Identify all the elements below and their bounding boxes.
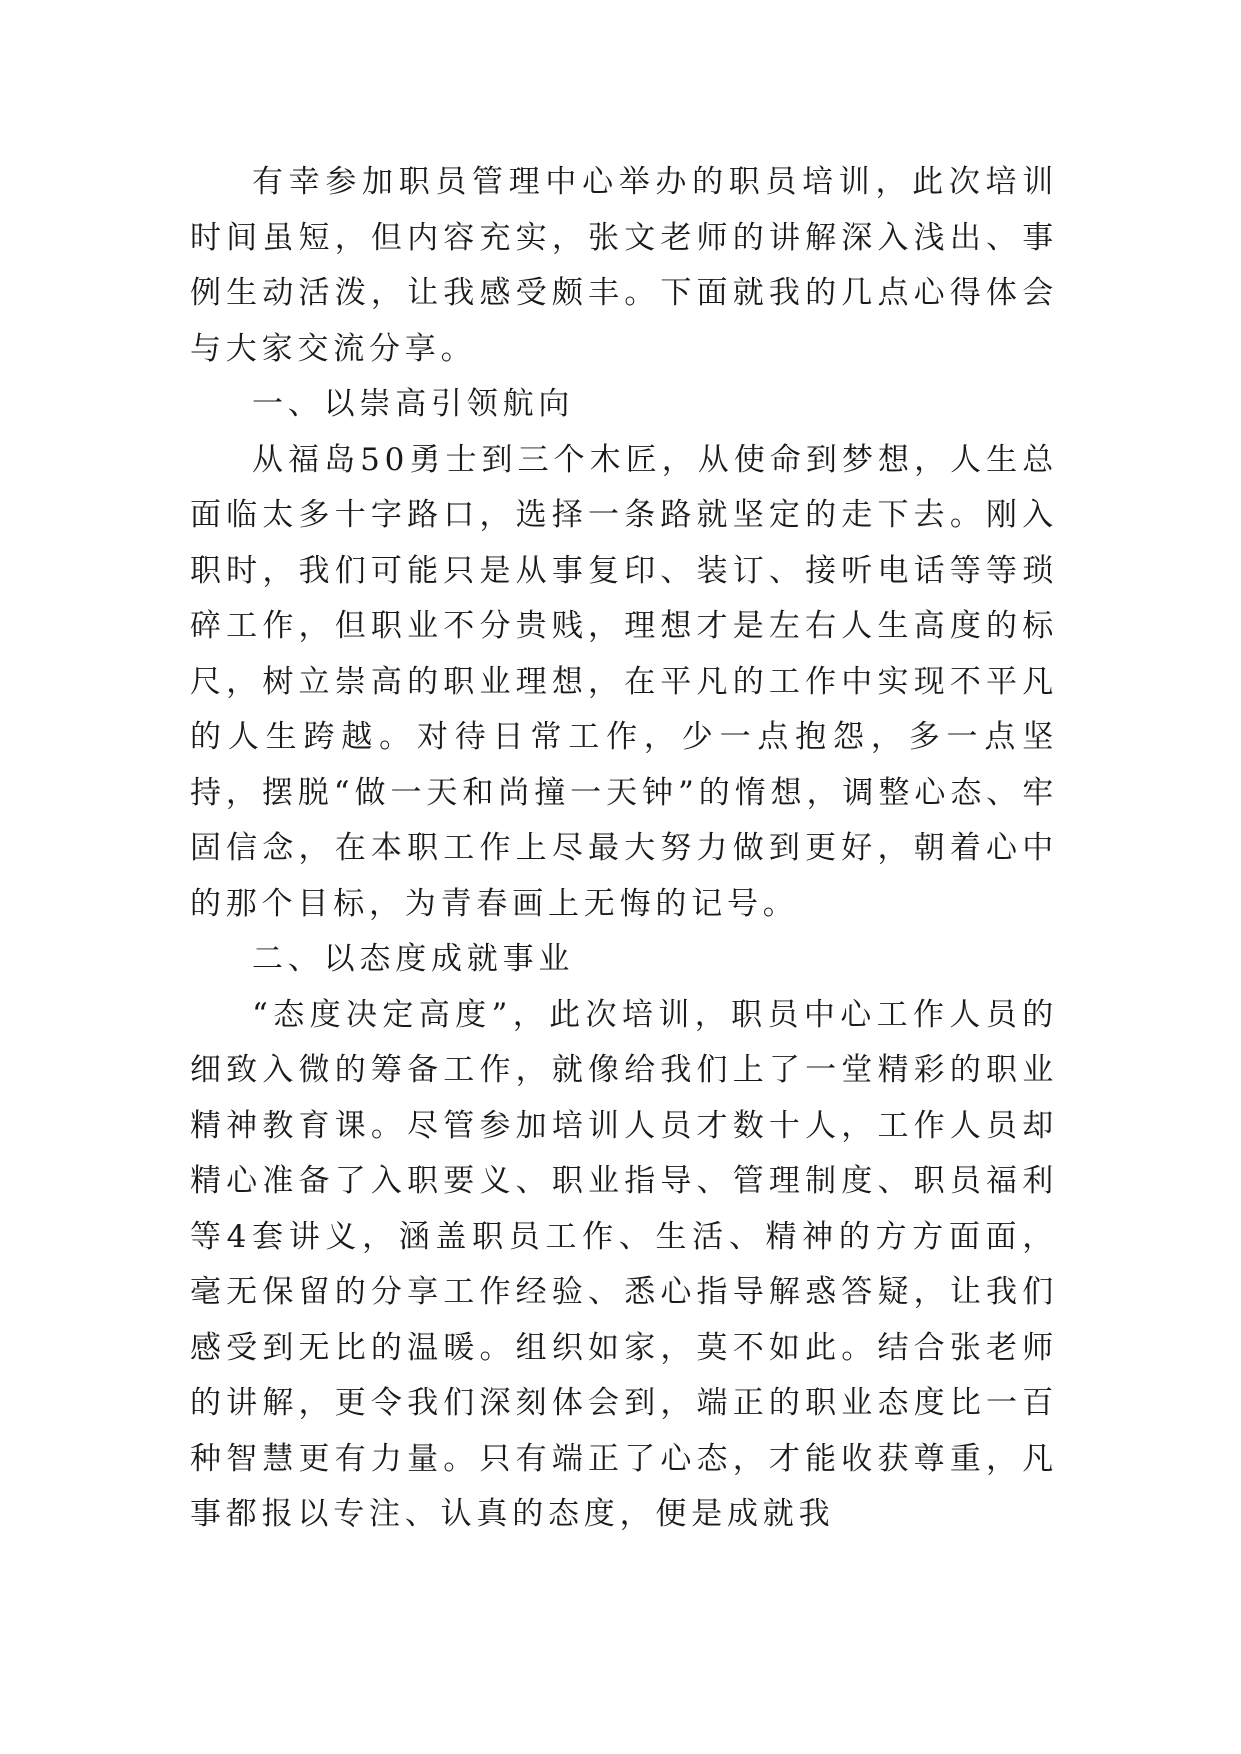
- section-2-paragraph: “态度决定高度”，此次培训，职员中心工作人员的细致入微的筹备工作，就像给我们上了一堂精彩的职业精神教育课。尽管参加培训人员才数十人，工作人员却精心准备了入职要义、职业指导、管理制度、职员福利等4套讲义，涵盖职员工作、生活、精神的方方面面，毫无保留的分享工作经验、悉心指导解惑答疑，让我们感受到无比的温暖。组织如家，莫不如此。结合张老师的讲解，更令我们深刻体会到，端正的职业态度比一百种智慧更有力量。只有端正了心态，才能收获尊重，凡事都报以专注、认真的态度，便是成就我: [190, 996, 1058, 1532]
- section-heading-2: 二、以态度成就事业: [252, 941, 575, 977]
- intro-paragraph: 有幸参加职员管理中心举办的职员培训，此次培训时间虽短，但内容充实，张文老师的讲解深入浅出、事例生动活泼，让我感受颇丰。下面就我的几点心得体会与大家交流分享。: [190, 164, 1058, 367]
- section-1-paragraph: 从福岛50勇士到三个木匠，从使命到梦想，人生总面临太多十字路口，选择一条路就坚定的走下去。刚入职时，我们可能只是从事复印、装订、接听电话等等琐碎工作，但职业不分贵贱，理想才是左右人生高度的标尺，树立崇高的职业理想，在平凡的工作中实现不平凡的人生跨越。对待日常工作，少一点抱怨，多一点坚持，摆脱“做一天和尚撞一天钟”的惰想，调整心态、牢固信念，在本职工作上尽最大努力做到更好，朝着心中的那个目标，为青春画上无悔的记号。: [190, 441, 1058, 922]
- section-heading-1: 一、以崇高引领航向: [252, 386, 575, 422]
- document-body: [190, 155, 1058, 1543]
